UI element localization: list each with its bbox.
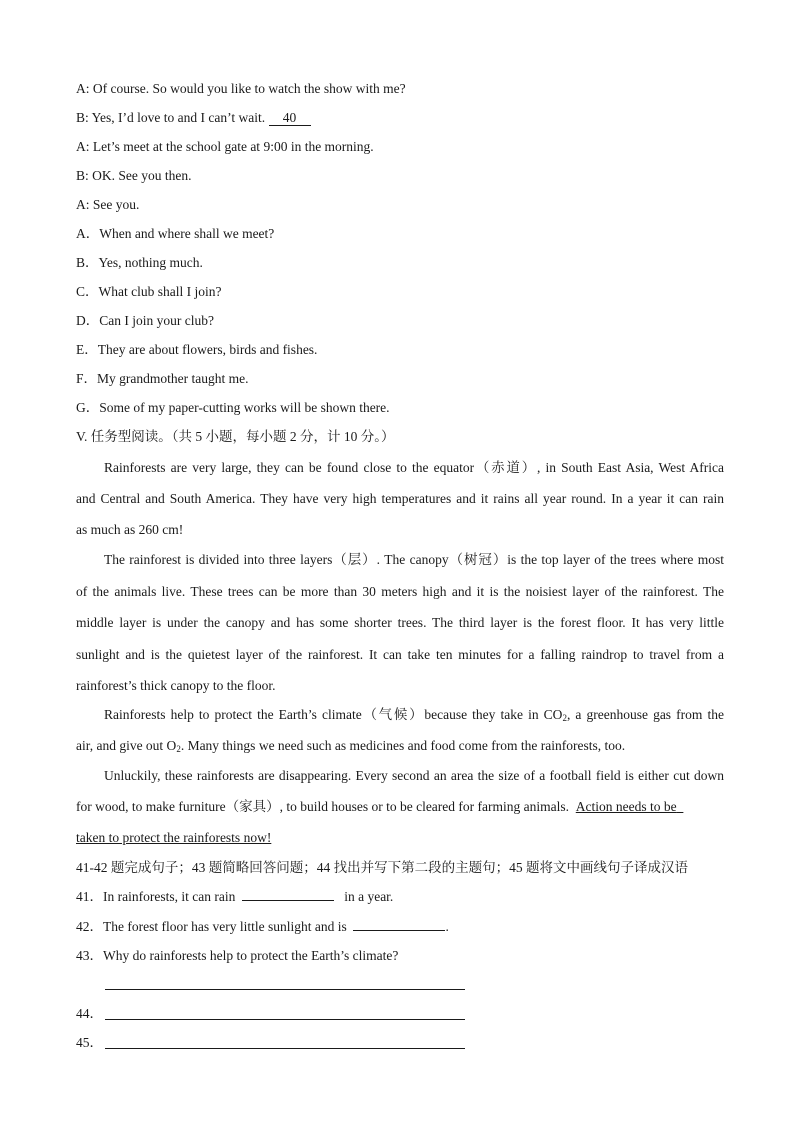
option-item bbox=[76, 225, 274, 243]
passage-text: . Many things we need such as medicines and food come from the rainforests, too. bbox=[180, 738, 626, 753]
dialogue-text: See you. bbox=[92, 197, 140, 212]
question-number: 45 bbox=[76, 1035, 90, 1050]
underline-tail bbox=[677, 799, 684, 814]
dialogue-text: Of course. So would you like to watch the show with me? bbox=[92, 81, 406, 96]
passage-line: and Central and South America. They have very high temperatures and it rains all year round. In a year it can rain bbox=[76, 491, 724, 506]
option-text: They are about flowers, birds and fishes. bbox=[97, 342, 318, 357]
speaker: A: bbox=[76, 139, 93, 154]
option-letter: B bbox=[76, 255, 86, 270]
answer-blank[interactable] bbox=[353, 918, 445, 931]
passage-line: The rainforest is divided into three layers（层）. The canopy（树冠）is the top layer of the trees where most bbox=[104, 552, 724, 567]
option-text: Can I join your club? bbox=[99, 313, 214, 328]
passage-line bbox=[76, 798, 683, 816]
passage-line: rainforest’s thick canopy to the floor. bbox=[76, 678, 276, 693]
question-instructions: 41-42 题完成句子；43 题简略回答问题；44 找出并写下第二段的主题句；45 题将文中画线句子译成汉语 bbox=[76, 860, 688, 875]
question-sep: ． bbox=[89, 1006, 103, 1021]
option-letter: F bbox=[76, 371, 84, 386]
passage-text: for wood, to make furniture（家具）, to build houses or to be cleared for farming animals. bbox=[76, 799, 570, 814]
option-sep: ． bbox=[85, 400, 100, 415]
option-sep: ． bbox=[85, 313, 100, 328]
passage-line bbox=[76, 737, 625, 755]
dialogue-line bbox=[76, 138, 374, 156]
answer-line-43[interactable] bbox=[105, 989, 465, 990]
question-text: in a year. bbox=[344, 889, 394, 904]
dialogue-text: Yes, I’d love to and I can’t wait. bbox=[91, 110, 269, 125]
speaker: A: bbox=[76, 81, 93, 96]
answer-line-44[interactable] bbox=[105, 1019, 465, 1020]
option-item bbox=[76, 399, 390, 417]
passage-text: air, and give out O bbox=[76, 738, 177, 753]
option-sep: ． bbox=[84, 342, 98, 357]
question-sep: ． bbox=[89, 1035, 103, 1050]
dialogue-line bbox=[76, 196, 139, 214]
option-text: What club shall I join? bbox=[98, 284, 222, 299]
dialogue-line bbox=[76, 167, 192, 185]
question-number: 43 bbox=[76, 948, 90, 963]
speaker: A: bbox=[76, 197, 93, 212]
dialogue-line bbox=[76, 80, 406, 98]
option-text: When and where shall we meet? bbox=[99, 226, 275, 241]
answer-line-45[interactable] bbox=[105, 1048, 465, 1049]
subscript: 2 bbox=[176, 744, 181, 754]
question-43 bbox=[76, 947, 398, 965]
option-letter: C bbox=[76, 284, 86, 299]
option-sep: ． bbox=[85, 226, 100, 241]
option-letter: D bbox=[76, 313, 86, 328]
underlined-sentence: taken to protect the rainforests now! bbox=[76, 830, 272, 845]
option-sep: ． bbox=[85, 255, 99, 270]
question-45 bbox=[76, 1034, 103, 1052]
question-sep: ． bbox=[89, 889, 103, 904]
option-item bbox=[76, 254, 203, 272]
option-letter: G bbox=[76, 400, 86, 415]
passage-line bbox=[104, 706, 724, 724]
question-text: . bbox=[445, 919, 449, 934]
option-text: Some of my paper-cutting works will be shown there. bbox=[99, 400, 390, 415]
passage-line: of the animals live. These trees can be more than 30 meters high and it is the noisiest layer of the rainforest. The bbox=[76, 584, 724, 599]
answer-blank[interactable] bbox=[242, 888, 334, 901]
option-sep: ． bbox=[85, 284, 99, 299]
passage-line: Rainforests are very large, they can be found close to the equator（赤道）, in South East Asia, West Africa bbox=[104, 460, 724, 475]
option-letter: A bbox=[76, 226, 86, 241]
option-text: Yes, nothing much. bbox=[98, 255, 203, 270]
option-item bbox=[76, 312, 214, 330]
section-title: V. 任务型阅读。（共 5 小题，每小题 2 分，计 10 分。） bbox=[76, 429, 395, 444]
option-item bbox=[76, 283, 221, 301]
passage-text: , a greenhouse gas from the bbox=[566, 707, 724, 722]
answer-blank-40: 40 bbox=[269, 110, 311, 126]
question-sep: ． bbox=[89, 948, 103, 963]
question-number: 41 bbox=[76, 889, 90, 904]
passage-line: sunlight and is the quietest layer of the rainforest. It can take ten minutes for a falling raindrop to travel from a bbox=[76, 647, 724, 662]
option-sep: ． bbox=[83, 371, 98, 386]
passage-line: as much as 260 cm! bbox=[76, 522, 184, 537]
question-number: 44 bbox=[76, 1006, 90, 1021]
passage-line: Unluckily, these rainforests are disappearing. Every second an area the size of a football field is either cut down bbox=[104, 768, 724, 783]
passage-line bbox=[76, 829, 271, 847]
option-item bbox=[76, 341, 317, 359]
question-text: In rainforests, it can rain bbox=[103, 889, 236, 904]
question-44 bbox=[76, 1005, 103, 1023]
question-text: The forest floor has very little sunlight and is bbox=[103, 919, 347, 934]
option-item bbox=[76, 370, 248, 388]
question-41 bbox=[76, 888, 393, 906]
question-sep: ． bbox=[89, 919, 103, 934]
passage-line: middle layer is under the canopy and has some shorter trees. The third layer is the forest floor. It has very little bbox=[76, 615, 724, 630]
passage-text: Rainforests help to protect the Earth’s climate（气候）because they take in CO bbox=[104, 707, 563, 722]
question-text: Why do rainforests help to protect the Earth’s climate? bbox=[103, 948, 399, 963]
question-42 bbox=[76, 918, 449, 936]
dialogue-text: OK. See you then. bbox=[92, 168, 192, 183]
speaker: B: bbox=[76, 110, 92, 125]
subscript: 2 bbox=[562, 713, 567, 723]
speaker: B: bbox=[76, 168, 93, 183]
option-letter: E bbox=[76, 342, 85, 357]
option-text: My grandmother taught me. bbox=[97, 371, 249, 386]
question-number: 42 bbox=[76, 919, 90, 934]
dialogue-line bbox=[76, 109, 311, 127]
underlined-sentence: Action needs to be bbox=[575, 799, 677, 814]
dialogue-text: Let’s meet at the school gate at 9:00 in the morning. bbox=[92, 139, 374, 154]
